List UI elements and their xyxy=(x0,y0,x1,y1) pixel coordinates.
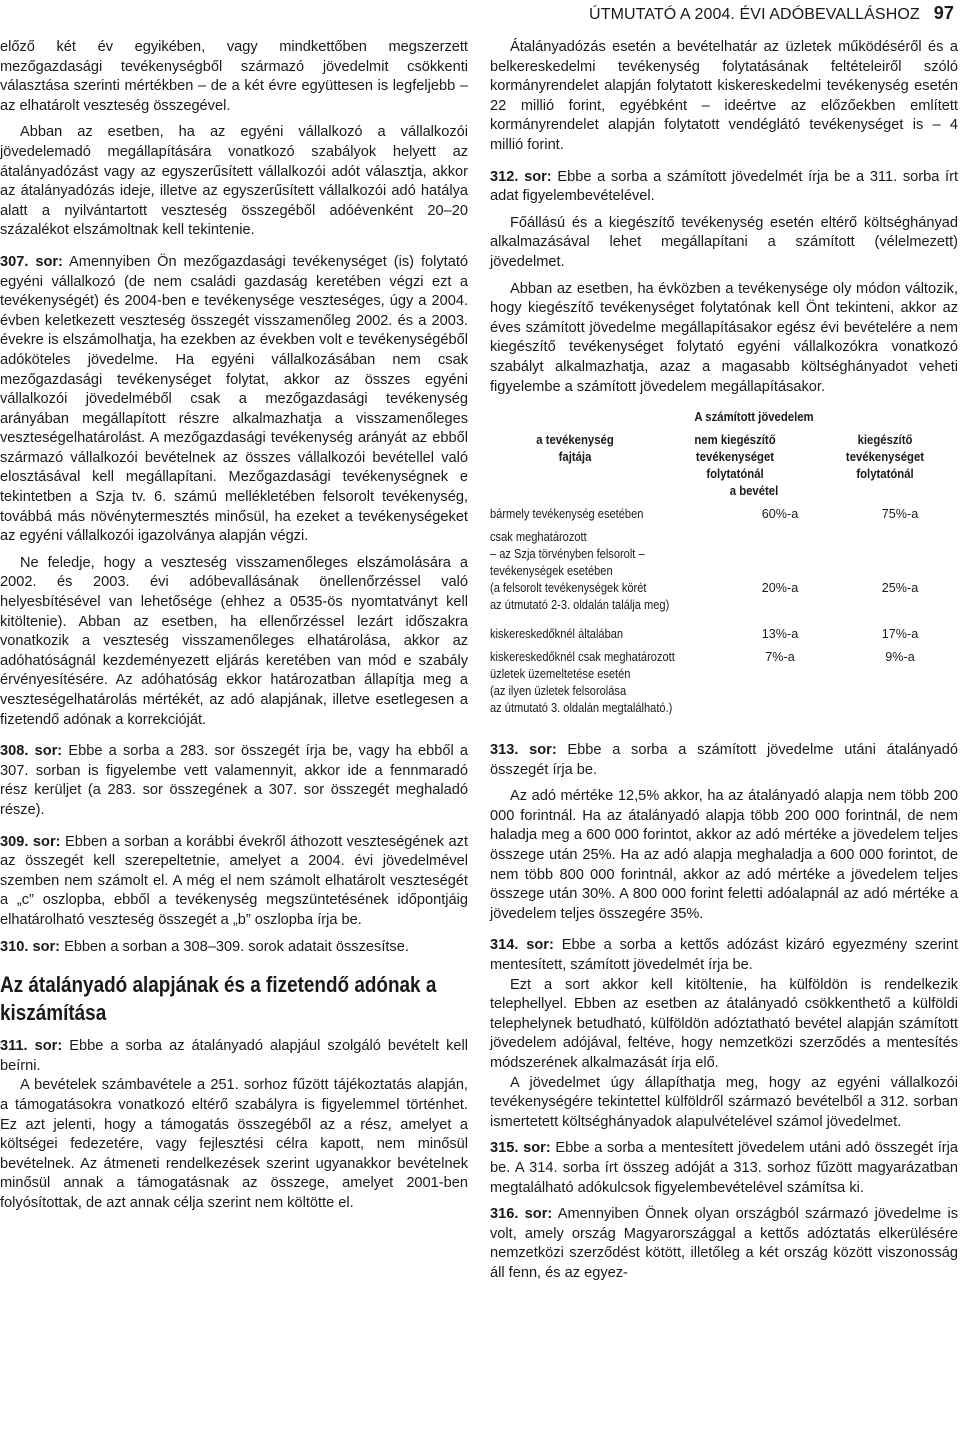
row-313-paragraph xyxy=(490,741,958,780)
income-table xyxy=(490,409,958,717)
row-316-label: 316. sor: xyxy=(490,1206,553,1223)
table-column-headers xyxy=(490,432,958,483)
paragraph-bevetelek: A bevételek számbavétele a 251. sorhoz fűzött tájékoztatás alapján, a támogatásokra vonatkozó eltérő szabályra is figyelemmel történhet. Ez azt jelenti, hogy a támogatás összegéből az a rész, amelyet a költségei fedezetére, vagy fejlesztési célra kapott, nem minősül bevételnek. Az átmeneti rendelkezések szerint ugyanakkor bevételnek minősül annak a támogatásnak az összege, amelyet 2001-ben folyósítottak, de azt annak célja szerint nem költötte el. xyxy=(0,1077,468,1211)
row-307-paragraph xyxy=(0,253,468,547)
row-312-label: 312. sor: xyxy=(490,168,552,185)
row-316-paragraph xyxy=(490,1205,958,1283)
table-row-value-1: 7%-a xyxy=(765,650,795,665)
table-row-value-2: 17%-a xyxy=(881,627,919,642)
row-307-text: Amennyiben Ön mezőgazdasági tevékenységet (is) folytató egyéni vállalkozó (de nem családi gazdaság keretében végzi ezt a tevékenységét) és 2004-ben e tevékenysége veszteséges, úgy a 2004. évben keletkezett veszteség összegét visszamenőleg 2002. és a 2003. évekre is elszámolhatja, ha ezekben az években volt e tevékenységéből adóköteles jövedelme. Ha egyéni vállalkozásában nem csak mezőgazdasági tevékenységet folytat, akkor az összes egyéni vállalkozói jövedelméből csak a mezőgazdasági tevékenység arányában megállapított részre alkalmazhatja a visszamenőleges veszteségelhatárolást. A mezőgazdasági tevékenység arányát az ebből származó vállalkozói bevételnek az összes vállalkozói bevétellel való elosztásával kell megállapítani. Mezőgazdasági tevékenységnek e tekintetben a Szja tv. 6. számú mellékletében felsorolt tevékenység, továbbá más növénytermesztés minősül, ha ezeket a tevékenységeket az egyéni vállalkozói igazolványa alapján végzi. xyxy=(0,253,468,545)
row-312-paragraph xyxy=(490,168,958,207)
row-309-text: Ebben a sorban a korábbi évekről áthozott veszteségének azt az összegét kell szerepeltetnie, amelyet a 2004. évi jövedelmével szemben nem számolt el. A még el nem számolt elhatárolt veszteségét a „c” oszlopba, ebből a tevékenység megszüntetésének időpontjáig elhatárolható veszteség összegét a „b” oszlopba írja be. xyxy=(0,833,469,928)
table-row-label: kiskereskedőknél általában xyxy=(490,627,624,642)
page-number: 97 xyxy=(933,3,954,23)
table-row xyxy=(490,649,958,717)
table-row-value-2: 25%-a xyxy=(881,581,919,596)
row-308-paragraph xyxy=(0,742,468,820)
table-row-value-2: 75%-a xyxy=(881,507,919,522)
row-311-label: 311. sor: xyxy=(0,1038,63,1055)
right-column xyxy=(490,38,958,1284)
row-312-text: Ebbe a sorba a számított jövedelmét írja be a 311. sorba írt adat figyelembevételével. xyxy=(490,168,959,205)
table-row xyxy=(490,529,958,614)
table-row-label: csak meghatározott – az Szja törvényben felsorolt – tevékenységek esetében (a felsorolt tevékenységek körét az útmutató 2-3. oldalán találja meg) xyxy=(490,530,670,613)
paragraph-egyeni-vallalkozo: Abban az esetben, ha az egyéni vállalkozó a vállalkozói jövedelemadó megállapítására vonatkozó szabályok helyett az átalányadózást vagy az egyszerűsített vállalkozói adót választja, akkor az átalányadózás ideje, illetve az egyszerűsített vállalkozói adó hatálya alatt a nyilvántartott veszteség összegéből adóévenként 20–20 százalékot elszámoltnak kell tekintenie. xyxy=(0,124,468,239)
paragraph-foallasu: Főállású és a kiegészítő tevékenység esetén eltérő költséghányad alkalmazásával lehet megállapítani a számított (vélelmezett) jövedelmet. xyxy=(490,214,958,270)
paragraph-continuation: előző két év egyikében, vagy mindkettőben megszerzett mezőgazdasági tevékenységből származó jövedelmit csökkenti választása szerinti mértékben – de a két évre együttesen is legfeljebb – az elhatárolt veszteség összegével. xyxy=(0,39,468,114)
row-315-label: 315. sor: xyxy=(490,1140,551,1157)
row-310-label: 310. sor: xyxy=(0,938,61,955)
running-title: ÚTMUTATÓ A 2004. ÉVI ADÓBEVALLÁSHOZ xyxy=(589,6,920,23)
table-row-value-2: 9%-a xyxy=(885,650,915,665)
table-col-non-supplementary: nem kiegészítő tevékenységet folytatónál xyxy=(694,433,776,482)
row-316-text: Amennyiben Önnek olyan országból származó jövedelme is volt, amely ország Magyarországgal a kettős adóztatás elkerülésére nemzetközi szerződést kötött, illetőleg a két ország között viszonosság áll fenn, és az egyez- xyxy=(490,1206,959,1281)
row-314-label: 314. sor: xyxy=(490,937,554,954)
paragraph-jovedelmet: A jövedelmet úgy állapíthatja meg, hogy az egyéni vállalkozói tevékenységére tekintettel külföldről származó bevételből a 312. sorban ismertetett költséghányadok alapulvételével számol jövedelmet. xyxy=(490,1074,958,1130)
table-row-label: bármely tevékenység esetében xyxy=(490,507,644,522)
paragraph-bevetelhatar: Átalányadózás esetén a bevételhatár az üzletek működéséről és a belkereskedelmi tevékenység folytatásának feltételeiről szóló kormányrendelet alapján folytatott kiskereskedelmi tevékenység esetén 22 millió forint, egyébként – ideértve az előzőekben említett kormányrendelet alapján folytatott vendéglátó tevékenységet is – 4 millió forint. xyxy=(490,39,958,153)
row-310-paragraph xyxy=(0,938,468,958)
row-309-label: 309. sor: xyxy=(0,833,61,850)
row-313-text: Ebbe a sorba a számított jövedelme utáni átalányadó összegét írja be. xyxy=(490,742,958,778)
page-header xyxy=(0,3,960,29)
table-col-activity: a tevékenység fajtája xyxy=(536,433,614,465)
row-314-text: Ebbe a sorba a kettős adózást kizáró egyezmény szerint mentesített, számított jövedelmét írja be. xyxy=(490,937,959,974)
paragraph-telephely: Ezt a sort akkor kell kitöltenie, ha külföldön is rendelkezik telephellyel. Ebben az esetben az átalányadó csökkenthető a külföldi telephelynek betudható, külföldön adóztatható bevétel alapján számított jövedelem adójával, feltéve, hogy nemzetközi szerződés a mentesítés módszerének alkalmazását írja elő. xyxy=(490,976,958,1071)
left-column xyxy=(0,38,468,1213)
table-row xyxy=(490,626,958,643)
paragraph-ne-feledje: Ne feledje, hogy a veszteség visszamenőleges elszámolására a 2002. és 2003. évi adóbevallásának önellenőrzéssel való helyesbítésével van lehetősége (ehhez a 0535-ös nyomtatványt kell kitöltenie). Abban az esetben, ha ellenőrzéssel lezárt időszakra vonatkozik a veszteség visszamenőleges elhatárolása, akkor az adóhatóságnál kezdeményezett eljárás keretében van mód e szabály érvényesítésére. Az adóhatóság ekkor határozatban állapítja meg a veszteségelhatárolás mértékét, az adó alapjának, illetve esetlegesen a fizetendő adónak a korrekcióját. xyxy=(0,554,468,728)
row-310-text: Ebben a sorban a 308–309. sorok adatait összesítse. xyxy=(60,938,409,955)
row-308-text: Ebbe a sorba a 283. sor összegét írja be, vagy ha ebből a 307. sorban is figyelembe vett valamennyit, akkor ide a fennmaradó rész kerüljet (a 283. sor összegének a 307. sor összegét meghaladó része). xyxy=(0,743,469,818)
table-row xyxy=(490,506,958,523)
table-row-label: kiskereskedőknél csak meghatározott üzletek üzemeltetése esetén (az ilyen üzletek felsorolása az útmutató 3. oldalán megtalálható.) xyxy=(490,650,675,716)
row-311-text: Ebbe a sorba az átalányadó alapjául szolgáló bevételt kell beírni. xyxy=(0,1038,468,1074)
table-sub-header: a bevétel xyxy=(729,484,779,499)
row-315-paragraph xyxy=(490,1139,958,1198)
table-main-header: A számított jövedelem xyxy=(694,410,814,425)
row-307-label: 307. sor: xyxy=(0,253,63,270)
paragraph-ado-mertek: Az adó mértéke 12,5% akkor, ha az átalányadó alapja nem több 200 000 forintnál. Ha az átalányadó alapja több 200 000 forintnál, de nem haladja meg a 600 000 forintot, akkor az adó mértéke a jövedelem teljes összege után 25%. Ha az adó alapja meghaladja a 600 000 forintot, de nem több 800 000 forintnál, akkor az adó mértéke a jövedelem teljes összege után 30%. A 800 000 forint feletti adóalapnál az adó mértéke a jövedelem teljes összegére 35%. xyxy=(490,788,958,922)
paragraph-evkozben: Abban az esetben, ha évközben a tevékenysége oly módon változik, hogy kiegészítő tevékenységet folytatónak kell Önt tekinteni, akkor az éves számított jövedelme megállapításakor egész évi bevételére a nem kiegészítő tevékenységet folytató egyéni vállalkozókra vonatkozó szabályt alkalmazhatja, azaz a magasabb költséghányadot veheti figyelembe a számított jövedelem megállapításakor. xyxy=(490,280,958,395)
table-row-value-1: 13%-a xyxy=(761,627,799,642)
row-315-text: Ebbe a sorba a mentesített jövedelem utáni adó összegét írja be. A 314. sorba írt összeg adóját a 313. sorhoz fűzött magyarázatban megtalálható adókulcsok figyelembevételével számítsa ki. xyxy=(490,1140,958,1196)
row-308-label: 308. sor: xyxy=(0,743,63,760)
row-313-label: 313. sor: xyxy=(490,742,557,759)
table-col-supplementary: kiegészítő tevékenységet folytatónál xyxy=(845,433,925,482)
table-row-value-1: 20%-a xyxy=(761,581,799,596)
section-heading: Az átalányadó alapjának és a fizetendő adónak a kiszámítása xyxy=(0,972,437,1026)
row-314-paragraph xyxy=(490,936,958,975)
row-309-paragraph xyxy=(0,833,468,931)
row-311-paragraph xyxy=(0,1037,468,1076)
table-row-value-1: 60%-a xyxy=(761,507,799,522)
